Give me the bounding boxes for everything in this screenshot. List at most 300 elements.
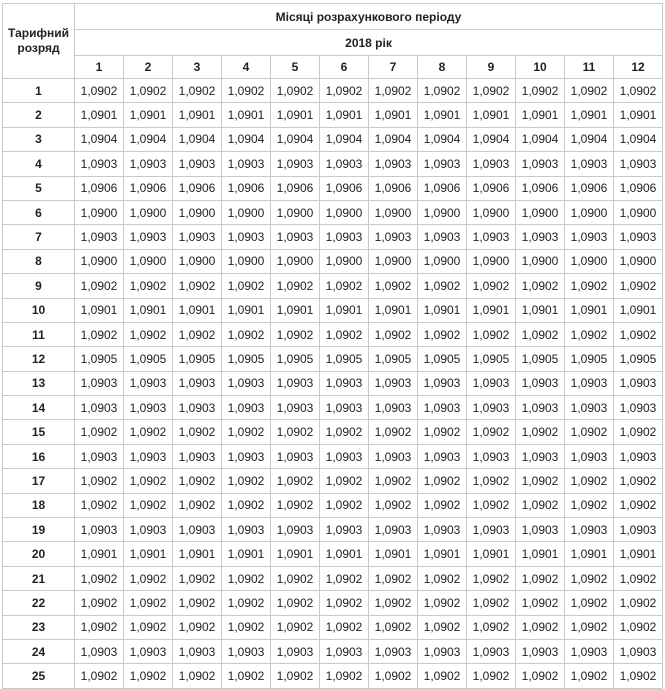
month-header: 4 xyxy=(222,56,271,79)
value-cell: 1,0902 xyxy=(369,469,418,493)
value-cell: 1,0903 xyxy=(467,371,516,395)
value-cell: 1,0903 xyxy=(271,444,320,468)
value-cell: 1,0902 xyxy=(369,615,418,639)
value-cell: 1,0902 xyxy=(75,469,124,493)
value-cell: 1,0903 xyxy=(418,152,467,176)
table-row xyxy=(3,152,663,176)
value-cell: 1,0902 xyxy=(75,79,124,103)
value-cell: 1,0902 xyxy=(320,469,369,493)
value-cell: 1,0902 xyxy=(75,566,124,590)
value-cell: 1,0902 xyxy=(565,615,614,639)
value-cell: 1,0903 xyxy=(369,371,418,395)
value-cell: 1,0901 xyxy=(369,542,418,566)
value-cell: 1,0901 xyxy=(75,298,124,322)
value-cell: 1,0903 xyxy=(222,444,271,468)
year-header: 2018 рік xyxy=(75,30,663,56)
month-header-row xyxy=(3,56,663,79)
table-row xyxy=(3,664,663,688)
value-cell: 1,0902 xyxy=(271,274,320,298)
value-cell: 1,0902 xyxy=(614,615,663,639)
value-cell: 1,0902 xyxy=(369,79,418,103)
value-cell: 1,0903 xyxy=(124,396,173,420)
value-cell: 1,0906 xyxy=(124,176,173,200)
table-row xyxy=(3,420,663,444)
rank-cell: 4 xyxy=(3,152,75,176)
value-cell: 1,0906 xyxy=(565,176,614,200)
value-cell: 1,0903 xyxy=(369,152,418,176)
value-cell: 1,0905 xyxy=(467,347,516,371)
value-cell: 1,0903 xyxy=(271,396,320,420)
value-cell: 1,0900 xyxy=(222,249,271,273)
value-cell: 1,0903 xyxy=(467,639,516,663)
value-cell: 1,0903 xyxy=(173,225,222,249)
value-cell: 1,0902 xyxy=(418,566,467,590)
value-cell: 1,0901 xyxy=(75,542,124,566)
value-cell: 1,0903 xyxy=(565,639,614,663)
value-cell: 1,0901 xyxy=(222,542,271,566)
table-row xyxy=(3,274,663,298)
value-cell: 1,0902 xyxy=(565,493,614,517)
value-cell: 1,0901 xyxy=(271,103,320,127)
value-cell: 1,0900 xyxy=(516,200,565,224)
coefficients-table xyxy=(2,3,663,689)
table-row xyxy=(3,615,663,639)
value-cell: 1,0902 xyxy=(614,591,663,615)
value-cell: 1,0900 xyxy=(467,249,516,273)
value-cell: 1,0902 xyxy=(124,322,173,346)
table-row xyxy=(3,639,663,663)
value-cell: 1,0903 xyxy=(173,396,222,420)
month-header: 2 xyxy=(124,56,173,79)
value-cell: 1,0900 xyxy=(369,200,418,224)
value-cell: 1,0902 xyxy=(271,591,320,615)
value-cell: 1,0903 xyxy=(222,225,271,249)
value-cell: 1,0902 xyxy=(467,322,516,346)
value-cell: 1,0903 xyxy=(271,225,320,249)
value-cell: 1,0903 xyxy=(124,371,173,395)
value-cell: 1,0901 xyxy=(516,103,565,127)
value-cell: 1,0902 xyxy=(467,79,516,103)
value-cell: 1,0902 xyxy=(222,493,271,517)
value-cell: 1,0903 xyxy=(369,225,418,249)
value-cell: 1,0901 xyxy=(271,542,320,566)
value-cell: 1,0903 xyxy=(222,371,271,395)
value-cell: 1,0902 xyxy=(320,493,369,517)
value-cell: 1,0904 xyxy=(516,127,565,151)
value-cell: 1,0902 xyxy=(124,664,173,688)
value-cell: 1,0902 xyxy=(271,566,320,590)
value-cell: 1,0902 xyxy=(173,664,222,688)
table-row xyxy=(3,176,663,200)
rank-header-line2: розряд xyxy=(17,41,60,55)
table-row xyxy=(3,249,663,273)
value-cell: 1,0902 xyxy=(418,591,467,615)
value-cell: 1,0905 xyxy=(516,347,565,371)
value-cell: 1,0903 xyxy=(614,225,663,249)
value-cell: 1,0902 xyxy=(516,420,565,444)
value-cell: 1,0903 xyxy=(320,152,369,176)
table-row xyxy=(3,79,663,103)
value-cell: 1,0901 xyxy=(565,298,614,322)
value-cell: 1,0904 xyxy=(320,127,369,151)
value-cell: 1,0903 xyxy=(418,444,467,468)
value-cell: 1,0902 xyxy=(173,493,222,517)
rank-cell: 15 xyxy=(3,420,75,444)
rank-cell: 17 xyxy=(3,469,75,493)
value-cell: 1,0902 xyxy=(369,664,418,688)
value-cell: 1,0903 xyxy=(516,225,565,249)
value-cell: 1,0902 xyxy=(222,591,271,615)
rank-cell: 11 xyxy=(3,322,75,346)
value-cell: 1,0902 xyxy=(418,493,467,517)
value-cell: 1,0902 xyxy=(418,274,467,298)
table-row xyxy=(3,225,663,249)
value-cell: 1,0900 xyxy=(418,249,467,273)
value-cell: 1,0900 xyxy=(516,249,565,273)
value-cell: 1,0904 xyxy=(369,127,418,151)
value-cell: 1,0903 xyxy=(124,639,173,663)
value-cell: 1,0903 xyxy=(418,639,467,663)
value-cell: 1,0900 xyxy=(271,249,320,273)
value-cell: 1,0901 xyxy=(418,103,467,127)
value-cell: 1,0902 xyxy=(467,493,516,517)
value-cell: 1,0900 xyxy=(320,249,369,273)
value-cell: 1,0903 xyxy=(173,518,222,542)
month-header: 5 xyxy=(271,56,320,79)
value-cell: 1,0902 xyxy=(320,615,369,639)
value-cell: 1,0902 xyxy=(173,615,222,639)
value-cell: 1,0903 xyxy=(124,444,173,468)
value-cell: 1,0903 xyxy=(565,518,614,542)
value-cell: 1,0901 xyxy=(124,298,173,322)
value-cell: 1,0900 xyxy=(614,200,663,224)
value-cell: 1,0905 xyxy=(614,347,663,371)
month-header: 7 xyxy=(369,56,418,79)
value-cell: 1,0903 xyxy=(516,152,565,176)
value-cell: 1,0903 xyxy=(320,396,369,420)
rank-cell: 24 xyxy=(3,639,75,663)
value-cell: 1,0902 xyxy=(369,274,418,298)
value-cell: 1,0903 xyxy=(565,396,614,420)
value-cell: 1,0900 xyxy=(222,200,271,224)
value-cell: 1,0904 xyxy=(222,127,271,151)
value-cell: 1,0902 xyxy=(124,493,173,517)
value-cell: 1,0903 xyxy=(369,444,418,468)
value-cell: 1,0901 xyxy=(222,103,271,127)
value-cell: 1,0903 xyxy=(418,518,467,542)
value-cell: 1,0905 xyxy=(418,347,467,371)
value-cell: 1,0903 xyxy=(467,152,516,176)
value-cell: 1,0900 xyxy=(173,200,222,224)
value-cell: 1,0902 xyxy=(369,566,418,590)
value-cell: 1,0900 xyxy=(173,249,222,273)
value-cell: 1,0902 xyxy=(124,420,173,444)
value-cell: 1,0906 xyxy=(320,176,369,200)
table-row xyxy=(3,127,663,151)
month-header: 11 xyxy=(565,56,614,79)
value-cell: 1,0902 xyxy=(565,274,614,298)
value-cell: 1,0901 xyxy=(173,542,222,566)
value-cell: 1,0902 xyxy=(369,322,418,346)
value-cell: 1,0902 xyxy=(369,493,418,517)
value-cell: 1,0902 xyxy=(565,322,614,346)
rank-cell: 21 xyxy=(3,566,75,590)
value-cell: 1,0903 xyxy=(222,639,271,663)
value-cell: 1,0903 xyxy=(418,225,467,249)
value-cell: 1,0903 xyxy=(516,639,565,663)
rank-cell: 22 xyxy=(3,591,75,615)
value-cell: 1,0902 xyxy=(614,274,663,298)
value-cell: 1,0901 xyxy=(369,298,418,322)
value-cell: 1,0902 xyxy=(222,274,271,298)
value-cell: 1,0903 xyxy=(75,371,124,395)
value-cell: 1,0902 xyxy=(467,274,516,298)
value-cell: 1,0900 xyxy=(75,200,124,224)
value-cell: 1,0906 xyxy=(271,176,320,200)
value-cell: 1,0906 xyxy=(369,176,418,200)
value-cell: 1,0904 xyxy=(271,127,320,151)
value-cell: 1,0902 xyxy=(467,664,516,688)
value-cell: 1,0902 xyxy=(418,79,467,103)
table-row xyxy=(3,298,663,322)
value-cell: 1,0903 xyxy=(75,518,124,542)
table-body xyxy=(3,79,663,689)
rank-header-line1: Тарифний xyxy=(8,26,69,40)
table-row xyxy=(3,322,663,346)
value-cell: 1,0902 xyxy=(173,322,222,346)
value-cell: 1,0901 xyxy=(467,103,516,127)
rank-cell: 12 xyxy=(3,347,75,371)
value-cell: 1,0903 xyxy=(75,225,124,249)
value-cell: 1,0903 xyxy=(516,371,565,395)
value-cell: 1,0902 xyxy=(467,615,516,639)
value-cell: 1,0901 xyxy=(516,542,565,566)
value-cell: 1,0900 xyxy=(565,200,614,224)
value-cell: 1,0902 xyxy=(173,274,222,298)
table-row xyxy=(3,396,663,420)
value-cell: 1,0903 xyxy=(467,396,516,420)
value-cell: 1,0901 xyxy=(565,103,614,127)
rank-cell: 6 xyxy=(3,200,75,224)
value-cell: 1,0903 xyxy=(320,444,369,468)
value-cell: 1,0902 xyxy=(124,79,173,103)
value-cell: 1,0903 xyxy=(173,639,222,663)
value-cell: 1,0903 xyxy=(75,396,124,420)
value-cell: 1,0903 xyxy=(565,371,614,395)
value-cell: 1,0903 xyxy=(320,371,369,395)
value-cell: 1,0903 xyxy=(320,639,369,663)
value-cell: 1,0902 xyxy=(320,274,369,298)
value-cell: 1,0903 xyxy=(173,444,222,468)
value-cell: 1,0901 xyxy=(124,542,173,566)
value-cell: 1,0903 xyxy=(565,225,614,249)
value-cell: 1,0903 xyxy=(320,225,369,249)
rank-cell: 5 xyxy=(3,176,75,200)
value-cell: 1,0903 xyxy=(467,518,516,542)
value-cell: 1,0902 xyxy=(467,566,516,590)
rank-cell: 1 xyxy=(3,79,75,103)
value-cell: 1,0902 xyxy=(565,591,614,615)
rank-cell: 18 xyxy=(3,493,75,517)
value-cell: 1,0902 xyxy=(173,469,222,493)
rank-cell: 3 xyxy=(3,127,75,151)
value-cell: 1,0902 xyxy=(614,469,663,493)
value-cell: 1,0903 xyxy=(467,444,516,468)
value-cell: 1,0903 xyxy=(369,518,418,542)
value-cell: 1,0900 xyxy=(418,200,467,224)
value-cell: 1,0903 xyxy=(75,639,124,663)
value-cell: 1,0900 xyxy=(320,200,369,224)
value-cell: 1,0902 xyxy=(516,493,565,517)
value-cell: 1,0902 xyxy=(614,79,663,103)
value-cell: 1,0902 xyxy=(124,591,173,615)
rank-header xyxy=(3,4,75,79)
value-cell: 1,0900 xyxy=(271,200,320,224)
month-header: 12 xyxy=(614,56,663,79)
value-cell: 1,0900 xyxy=(124,200,173,224)
value-cell: 1,0902 xyxy=(271,79,320,103)
value-cell: 1,0902 xyxy=(222,322,271,346)
value-cell: 1,0902 xyxy=(173,591,222,615)
value-cell: 1,0902 xyxy=(369,591,418,615)
rank-cell: 14 xyxy=(3,396,75,420)
value-cell: 1,0900 xyxy=(124,249,173,273)
value-cell: 1,0901 xyxy=(614,542,663,566)
value-cell: 1,0902 xyxy=(418,664,467,688)
value-cell: 1,0901 xyxy=(320,103,369,127)
value-cell: 1,0903 xyxy=(124,225,173,249)
value-cell: 1,0902 xyxy=(320,322,369,346)
table-row xyxy=(3,469,663,493)
value-cell: 1,0901 xyxy=(565,542,614,566)
table-row xyxy=(3,591,663,615)
value-cell: 1,0906 xyxy=(222,176,271,200)
value-cell: 1,0903 xyxy=(614,371,663,395)
value-cell: 1,0904 xyxy=(173,127,222,151)
table-row xyxy=(3,566,663,590)
rank-cell: 19 xyxy=(3,518,75,542)
value-cell: 1,0906 xyxy=(614,176,663,200)
value-cell: 1,0902 xyxy=(173,566,222,590)
value-cell: 1,0900 xyxy=(467,200,516,224)
value-cell: 1,0903 xyxy=(516,444,565,468)
value-cell: 1,0902 xyxy=(614,493,663,517)
period-header: Місяці розрахункового періоду xyxy=(75,4,663,30)
value-cell: 1,0903 xyxy=(124,518,173,542)
value-cell: 1,0905 xyxy=(565,347,614,371)
value-cell: 1,0903 xyxy=(418,396,467,420)
value-cell: 1,0902 xyxy=(320,420,369,444)
value-cell: 1,0903 xyxy=(271,518,320,542)
value-cell: 1,0900 xyxy=(614,249,663,273)
value-cell: 1,0906 xyxy=(467,176,516,200)
value-cell: 1,0902 xyxy=(124,469,173,493)
value-cell: 1,0903 xyxy=(222,152,271,176)
value-cell: 1,0901 xyxy=(320,298,369,322)
month-header: 8 xyxy=(418,56,467,79)
value-cell: 1,0902 xyxy=(75,322,124,346)
value-cell: 1,0903 xyxy=(614,639,663,663)
value-cell: 1,0903 xyxy=(467,225,516,249)
value-cell: 1,0900 xyxy=(565,249,614,273)
value-cell: 1,0902 xyxy=(75,420,124,444)
value-cell: 1,0902 xyxy=(516,274,565,298)
value-cell: 1,0904 xyxy=(418,127,467,151)
table-row xyxy=(3,518,663,542)
value-cell: 1,0903 xyxy=(271,152,320,176)
value-cell: 1,0902 xyxy=(75,664,124,688)
coefficients-table-container xyxy=(2,3,663,689)
value-cell: 1,0901 xyxy=(222,298,271,322)
rank-cell: 25 xyxy=(3,664,75,688)
value-cell: 1,0901 xyxy=(418,298,467,322)
value-cell: 1,0905 xyxy=(75,347,124,371)
value-cell: 1,0902 xyxy=(222,664,271,688)
value-cell: 1,0900 xyxy=(369,249,418,273)
value-cell: 1,0903 xyxy=(369,639,418,663)
value-cell: 1,0902 xyxy=(516,615,565,639)
value-cell: 1,0902 xyxy=(614,664,663,688)
value-cell: 1,0902 xyxy=(516,79,565,103)
value-cell: 1,0902 xyxy=(614,322,663,346)
value-cell: 1,0902 xyxy=(565,79,614,103)
month-header: 3 xyxy=(173,56,222,79)
value-cell: 1,0902 xyxy=(271,469,320,493)
value-cell: 1,0903 xyxy=(418,371,467,395)
table-row xyxy=(3,347,663,371)
value-cell: 1,0902 xyxy=(418,322,467,346)
value-cell: 1,0900 xyxy=(75,249,124,273)
value-cell: 1,0901 xyxy=(614,103,663,127)
value-cell: 1,0902 xyxy=(418,615,467,639)
value-cell: 1,0901 xyxy=(369,103,418,127)
rank-cell: 16 xyxy=(3,444,75,468)
value-cell: 1,0903 xyxy=(565,444,614,468)
value-cell: 1,0902 xyxy=(516,566,565,590)
rank-cell: 7 xyxy=(3,225,75,249)
value-cell: 1,0901 xyxy=(173,298,222,322)
value-cell: 1,0906 xyxy=(418,176,467,200)
value-cell: 1,0902 xyxy=(271,493,320,517)
month-header: 6 xyxy=(320,56,369,79)
value-cell: 1,0906 xyxy=(173,176,222,200)
value-cell: 1,0902 xyxy=(565,469,614,493)
value-cell: 1,0903 xyxy=(565,152,614,176)
rank-cell: 9 xyxy=(3,274,75,298)
value-cell: 1,0902 xyxy=(75,493,124,517)
value-cell: 1,0902 xyxy=(124,615,173,639)
rank-cell: 8 xyxy=(3,249,75,273)
value-cell: 1,0905 xyxy=(320,347,369,371)
value-cell: 1,0902 xyxy=(173,79,222,103)
rank-cell: 20 xyxy=(3,542,75,566)
value-cell: 1,0903 xyxy=(75,444,124,468)
table-row xyxy=(3,103,663,127)
value-cell: 1,0902 xyxy=(320,664,369,688)
value-cell: 1,0902 xyxy=(222,420,271,444)
value-cell: 1,0903 xyxy=(271,371,320,395)
value-cell: 1,0904 xyxy=(467,127,516,151)
value-cell: 1,0905 xyxy=(124,347,173,371)
value-cell: 1,0902 xyxy=(271,615,320,639)
value-cell: 1,0902 xyxy=(467,469,516,493)
table-row xyxy=(3,542,663,566)
value-cell: 1,0901 xyxy=(516,298,565,322)
table-row xyxy=(3,444,663,468)
rank-cell: 13 xyxy=(3,371,75,395)
value-cell: 1,0902 xyxy=(75,591,124,615)
value-cell: 1,0902 xyxy=(320,566,369,590)
